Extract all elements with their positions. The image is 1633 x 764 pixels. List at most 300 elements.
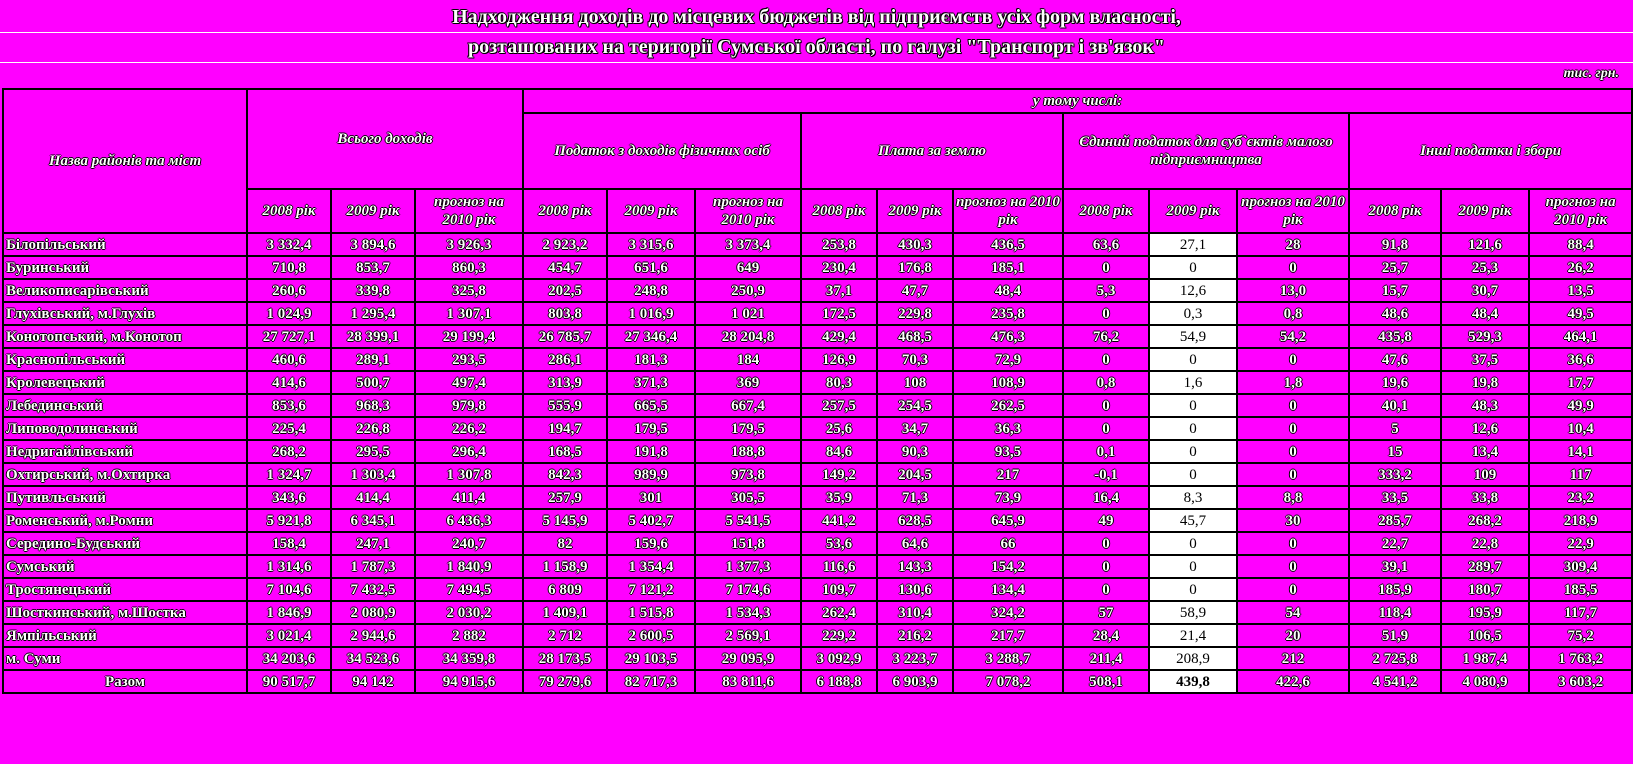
value-cell: 260,6: [247, 279, 331, 302]
value-cell: 66: [953, 532, 1063, 555]
value-cell: 0: [1149, 256, 1237, 279]
header-year-2008: 2008 рік: [523, 189, 607, 233]
header-year-2009: 2009 рік: [607, 189, 695, 233]
value-cell: 1 409,1: [523, 601, 607, 624]
value-cell: 80,3: [801, 371, 877, 394]
table-row: [3, 440, 1632, 463]
value-cell: 19,8: [1441, 371, 1529, 394]
district-name: Глухівський, м.Глухів: [3, 302, 247, 325]
value-cell: 82: [523, 532, 607, 555]
value-cell: 208,9: [1149, 647, 1237, 670]
table-row: [3, 394, 1632, 417]
value-cell: 194,7: [523, 417, 607, 440]
value-cell: 436,5: [953, 233, 1063, 256]
value-cell: 665,5: [607, 394, 695, 417]
value-cell: 48,4: [1441, 302, 1529, 325]
value-cell: 218,9: [1529, 509, 1632, 532]
table-row: [3, 417, 1632, 440]
value-cell: 1 840,9: [415, 555, 523, 578]
table-row: [3, 555, 1632, 578]
value-cell: 158,4: [247, 532, 331, 555]
value-cell: 185,9: [1349, 578, 1441, 601]
value-cell: 296,4: [415, 440, 523, 463]
header-total-income: Всього доходів: [247, 89, 523, 189]
value-cell: 7 432,5: [331, 578, 415, 601]
header-forecast-2010: прогноз на 2010 рік: [695, 189, 801, 233]
value-cell: 168,5: [523, 440, 607, 463]
value-cell: 2 923,2: [523, 233, 607, 256]
header-year-2008: 2008 рік: [247, 189, 331, 233]
value-cell: 48,4: [953, 279, 1063, 302]
value-cell: 343,6: [247, 486, 331, 509]
table-row: [3, 279, 1632, 302]
value-cell: 84,6: [801, 440, 877, 463]
income-table: [2, 88, 1633, 694]
value-cell: 185,1: [953, 256, 1063, 279]
value-cell: 369: [695, 371, 801, 394]
value-cell: 295,5: [331, 440, 415, 463]
value-cell: 7 104,6: [247, 578, 331, 601]
value-cell: 5 921,8: [247, 509, 331, 532]
value-cell: 429,4: [801, 325, 877, 348]
value-cell: 39,1: [1349, 555, 1441, 578]
value-cell: 108: [877, 371, 953, 394]
value-cell: 91,8: [1349, 233, 1441, 256]
value-cell: -0,1: [1063, 463, 1149, 486]
value-cell: 6 345,1: [331, 509, 415, 532]
value-cell: 25,7: [1349, 256, 1441, 279]
value-cell: 268,2: [1441, 509, 1529, 532]
value-cell: 151,8: [695, 532, 801, 555]
value-cell: 94 142: [331, 670, 415, 693]
value-cell: 439,8: [1149, 670, 1237, 693]
value-cell: 5: [1349, 417, 1441, 440]
value-cell: 1 354,4: [607, 555, 695, 578]
value-cell: 460,6: [247, 348, 331, 371]
value-cell: 29 199,4: [415, 325, 523, 348]
value-cell: 324,2: [953, 601, 1063, 624]
value-cell: 1 534,3: [695, 601, 801, 624]
header-row-1: [3, 89, 1632, 113]
value-cell: 645,9: [953, 509, 1063, 532]
value-cell: 27 727,1: [247, 325, 331, 348]
table-row: [3, 624, 1632, 647]
value-cell: 1 763,2: [1529, 647, 1632, 670]
value-cell: 0,3: [1149, 302, 1237, 325]
value-cell: 64,6: [877, 532, 953, 555]
value-cell: 79 279,6: [523, 670, 607, 693]
value-cell: 0: [1063, 302, 1149, 325]
value-cell: 305,5: [695, 486, 801, 509]
district-name: Середино-Будський: [3, 532, 247, 555]
value-cell: 6 188,8: [801, 670, 877, 693]
value-cell: 860,3: [415, 256, 523, 279]
value-cell: 262,5: [953, 394, 1063, 417]
value-cell: 25,3: [1441, 256, 1529, 279]
value-cell: 37,5: [1441, 348, 1529, 371]
value-cell: 211,4: [1063, 647, 1149, 670]
value-cell: 555,9: [523, 394, 607, 417]
value-cell: 1 846,9: [247, 601, 331, 624]
header-year-2009: 2009 рік: [1441, 189, 1529, 233]
value-cell: 5 541,5: [695, 509, 801, 532]
value-cell: 842,3: [523, 463, 607, 486]
value-cell: 468,5: [877, 325, 953, 348]
district-name: Недригайлівський: [3, 440, 247, 463]
value-cell: 414,6: [247, 371, 331, 394]
value-cell: 48,6: [1349, 302, 1441, 325]
value-cell: 286,1: [523, 348, 607, 371]
header-year-2009: 2009 рік: [877, 189, 953, 233]
value-cell: 1 295,4: [331, 302, 415, 325]
value-cell: 230,4: [801, 256, 877, 279]
value-cell: 0: [1149, 578, 1237, 601]
value-cell: 34,7: [877, 417, 953, 440]
value-cell: 53,6: [801, 532, 877, 555]
value-cell: 0: [1149, 555, 1237, 578]
value-cell: 27,1: [1149, 233, 1237, 256]
value-cell: 179,5: [695, 417, 801, 440]
value-cell: 3 315,6: [607, 233, 695, 256]
value-cell: 1 324,7: [247, 463, 331, 486]
value-cell: 71,3: [877, 486, 953, 509]
value-cell: 2 712: [523, 624, 607, 647]
value-cell: 217: [953, 463, 1063, 486]
value-cell: 301: [607, 486, 695, 509]
value-cell: 94 915,6: [415, 670, 523, 693]
total-label: Разом: [3, 670, 247, 693]
value-cell: 0: [1149, 348, 1237, 371]
value-cell: 7 494,5: [415, 578, 523, 601]
value-cell: 435,8: [1349, 325, 1441, 348]
district-name: Шосткинський, м.Шостка: [3, 601, 247, 624]
value-cell: 83 811,6: [695, 670, 801, 693]
value-cell: 853,7: [331, 256, 415, 279]
units-label: тис. грн.: [1563, 66, 1619, 81]
value-cell: 0: [1063, 394, 1149, 417]
value-cell: 5 145,9: [523, 509, 607, 532]
value-cell: 49: [1063, 509, 1149, 532]
value-cell: 159,6: [607, 532, 695, 555]
value-cell: 13,0: [1237, 279, 1349, 302]
district-name: Тростянецький: [3, 578, 247, 601]
value-cell: 143,3: [877, 555, 953, 578]
value-cell: 454,7: [523, 256, 607, 279]
value-cell: 0: [1149, 440, 1237, 463]
value-cell: 5 402,7: [607, 509, 695, 532]
value-cell: 1 515,8: [607, 601, 695, 624]
value-cell: 414,4: [331, 486, 415, 509]
value-cell: 1 314,6: [247, 555, 331, 578]
value-cell: 0: [1237, 256, 1349, 279]
value-cell: 30: [1237, 509, 1349, 532]
header-other: Інші податки і збори: [1349, 113, 1632, 189]
value-cell: 25,6: [801, 417, 877, 440]
value-cell: 293,5: [415, 348, 523, 371]
value-cell: 979,8: [415, 394, 523, 417]
value-cell: 191,8: [607, 440, 695, 463]
title-line-2: розташованих на території Сумської області, по галузі "Транспорт і зв'язок": [0, 32, 1633, 63]
value-cell: 235,8: [953, 302, 1063, 325]
header-forecast-2010: прогноз на 2010 рік: [1237, 189, 1349, 233]
value-cell: 973,8: [695, 463, 801, 486]
value-cell: 36,6: [1529, 348, 1632, 371]
value-cell: 411,4: [415, 486, 523, 509]
value-cell: 202,5: [523, 279, 607, 302]
value-cell: 254,5: [877, 394, 953, 417]
value-cell: 188,8: [695, 440, 801, 463]
value-cell: 93,5: [953, 440, 1063, 463]
value-cell: 108,9: [953, 371, 1063, 394]
value-cell: 464,1: [1529, 325, 1632, 348]
value-cell: 651,6: [607, 256, 695, 279]
header-land: Плата за землю: [801, 113, 1063, 189]
value-cell: 3 926,3: [415, 233, 523, 256]
value-cell: 422,6: [1237, 670, 1349, 693]
value-cell: 34 203,6: [247, 647, 331, 670]
district-name: Путивльський: [3, 486, 247, 509]
value-cell: 441,2: [801, 509, 877, 532]
table-row: [3, 233, 1632, 256]
value-cell: 3 092,9: [801, 647, 877, 670]
value-cell: 180,7: [1441, 578, 1529, 601]
value-cell: 35,9: [801, 486, 877, 509]
value-cell: 179,5: [607, 417, 695, 440]
value-cell: 508,1: [1063, 670, 1149, 693]
value-cell: 667,4: [695, 394, 801, 417]
value-cell: 289,1: [331, 348, 415, 371]
value-cell: 6 809: [523, 578, 607, 601]
value-cell: 217,7: [953, 624, 1063, 647]
value-cell: 154,2: [953, 555, 1063, 578]
district-name: Буринський: [3, 256, 247, 279]
value-cell: 15,7: [1349, 279, 1441, 302]
value-cell: 2 600,5: [607, 624, 695, 647]
header-forecast-2010: прогноз на 2010 рік: [1529, 189, 1632, 233]
value-cell: 240,7: [415, 532, 523, 555]
value-cell: 19,6: [1349, 371, 1441, 394]
district-name: Краснопільський: [3, 348, 247, 371]
value-cell: 23,2: [1529, 486, 1632, 509]
value-cell: 989,9: [607, 463, 695, 486]
value-cell: 185,5: [1529, 578, 1632, 601]
header-year-2008: 2008 рік: [1063, 189, 1149, 233]
value-cell: 3 021,4: [247, 624, 331, 647]
value-cell: 33,5: [1349, 486, 1441, 509]
value-cell: 0: [1237, 440, 1349, 463]
value-cell: 2 725,8: [1349, 647, 1441, 670]
value-cell: 70,3: [877, 348, 953, 371]
value-cell: 26,2: [1529, 256, 1632, 279]
value-cell: 226,8: [331, 417, 415, 440]
value-cell: 36,3: [953, 417, 1063, 440]
district-name: Охтирський, м.Охтирка: [3, 463, 247, 486]
value-cell: 285,7: [1349, 509, 1441, 532]
value-cell: 0: [1149, 394, 1237, 417]
value-cell: 1 021: [695, 302, 801, 325]
value-cell: 45,7: [1149, 509, 1237, 532]
value-cell: 3 373,4: [695, 233, 801, 256]
value-cell: 10,4: [1529, 417, 1632, 440]
value-cell: 20: [1237, 624, 1349, 647]
value-cell: 12,6: [1441, 417, 1529, 440]
value-cell: 1 016,9: [607, 302, 695, 325]
value-cell: 262,4: [801, 601, 877, 624]
table-row: [3, 578, 1632, 601]
value-cell: 7 174,6: [695, 578, 801, 601]
value-cell: 2 882: [415, 624, 523, 647]
value-cell: 4 541,2: [1349, 670, 1441, 693]
header-single-tax: Єдиний податок для суб`єктів малого підприємництва: [1063, 113, 1349, 189]
value-cell: 257,9: [523, 486, 607, 509]
value-cell: 63,6: [1063, 233, 1149, 256]
value-cell: 90 517,7: [247, 670, 331, 693]
value-cell: 1 307,1: [415, 302, 523, 325]
value-cell: 195,9: [1441, 601, 1529, 624]
value-cell: 3 332,4: [247, 233, 331, 256]
value-cell: 116,6: [801, 555, 877, 578]
value-cell: 216,2: [877, 624, 953, 647]
value-cell: 250,9: [695, 279, 801, 302]
value-cell: 22,9: [1529, 532, 1632, 555]
value-cell: 106,5: [1441, 624, 1529, 647]
value-cell: 2 944,6: [331, 624, 415, 647]
header-forecast-2010: прогноз на 2010 рік: [953, 189, 1063, 233]
district-name: Роменський, м.Ромни: [3, 509, 247, 532]
value-cell: 14,1: [1529, 440, 1632, 463]
value-cell: 248,8: [607, 279, 695, 302]
header-including: у тому числі:: [523, 89, 1632, 113]
value-cell: 57: [1063, 601, 1149, 624]
value-cell: 229,2: [801, 624, 877, 647]
value-cell: 0: [1149, 417, 1237, 440]
table-row: [3, 509, 1632, 532]
value-cell: 172,5: [801, 302, 877, 325]
value-cell: 225,4: [247, 417, 331, 440]
value-cell: 29 095,9: [695, 647, 801, 670]
value-cell: 226,2: [415, 417, 523, 440]
value-cell: 333,2: [1349, 463, 1441, 486]
header-forecast-2010: прогноз на 2010 рік: [415, 189, 523, 233]
value-cell: 2 030,2: [415, 601, 523, 624]
value-cell: 58,9: [1149, 601, 1237, 624]
value-cell: 309,4: [1529, 555, 1632, 578]
value-cell: 28: [1237, 233, 1349, 256]
district-name: Сумський: [3, 555, 247, 578]
value-cell: 500,7: [331, 371, 415, 394]
table-row: [3, 302, 1632, 325]
value-cell: 109: [1441, 463, 1529, 486]
value-cell: 3 223,7: [877, 647, 953, 670]
value-cell: 16,4: [1063, 486, 1149, 509]
value-cell: 76,2: [1063, 325, 1149, 348]
value-cell: 28 204,8: [695, 325, 801, 348]
value-cell: 33,8: [1441, 486, 1529, 509]
value-cell: 3 603,2: [1529, 670, 1632, 693]
value-cell: 0: [1237, 532, 1349, 555]
value-cell: 2 569,1: [695, 624, 801, 647]
value-cell: 12,6: [1149, 279, 1237, 302]
value-cell: 48,3: [1441, 394, 1529, 417]
value-cell: 54,2: [1237, 325, 1349, 348]
value-cell: 176,8: [877, 256, 953, 279]
district-name: Білопільський: [3, 233, 247, 256]
value-cell: 37,1: [801, 279, 877, 302]
district-name: Лебединський: [3, 394, 247, 417]
value-cell: 6 903,9: [877, 670, 953, 693]
value-cell: 497,4: [415, 371, 523, 394]
value-cell: 0: [1237, 555, 1349, 578]
value-cell: 2 080,9: [331, 601, 415, 624]
value-cell: 21,4: [1149, 624, 1237, 647]
district-name: Липоводолинський: [3, 417, 247, 440]
value-cell: 0: [1237, 348, 1349, 371]
value-cell: 34 359,8: [415, 647, 523, 670]
value-cell: 5,3: [1063, 279, 1149, 302]
value-cell: 371,3: [607, 371, 695, 394]
header-year-2009: 2009 рік: [331, 189, 415, 233]
district-name: м. Суми: [3, 647, 247, 670]
district-name: Конотопський, м.Конотоп: [3, 325, 247, 348]
value-cell: 8,3: [1149, 486, 1237, 509]
value-cell: 181,3: [607, 348, 695, 371]
value-cell: 1 024,9: [247, 302, 331, 325]
value-cell: 325,8: [415, 279, 523, 302]
value-cell: 47,6: [1349, 348, 1441, 371]
value-cell: 1,8: [1237, 371, 1349, 394]
value-cell: 313,9: [523, 371, 607, 394]
value-cell: 109,7: [801, 578, 877, 601]
header-year-2009: 2009 рік: [1149, 189, 1237, 233]
value-cell: 34 523,6: [331, 647, 415, 670]
table-row: [3, 325, 1632, 348]
value-cell: 1 158,9: [523, 555, 607, 578]
value-cell: 75,2: [1529, 624, 1632, 647]
value-cell: 7 121,2: [607, 578, 695, 601]
table-row: [3, 647, 1632, 670]
value-cell: 22,8: [1441, 532, 1529, 555]
value-cell: 117,7: [1529, 601, 1632, 624]
value-cell: 853,6: [247, 394, 331, 417]
value-cell: 0: [1237, 417, 1349, 440]
value-cell: 30,7: [1441, 279, 1529, 302]
value-cell: 628,5: [877, 509, 953, 532]
value-cell: 72,9: [953, 348, 1063, 371]
value-cell: 126,9: [801, 348, 877, 371]
value-cell: 8,8: [1237, 486, 1349, 509]
value-cell: 204,5: [877, 463, 953, 486]
header-year-2008: 2008 рік: [1349, 189, 1441, 233]
title-line-1: Надходження доходів до місцевих бюджетів від підприємств усіх форм власності,: [0, 2, 1633, 33]
district-name: Кролевецький: [3, 371, 247, 394]
value-cell: 253,8: [801, 233, 877, 256]
value-cell: 1 787,3: [331, 555, 415, 578]
value-cell: 3 894,6: [331, 233, 415, 256]
value-cell: 0: [1237, 578, 1349, 601]
value-cell: 134,4: [953, 578, 1063, 601]
value-cell: 51,9: [1349, 624, 1441, 647]
header-row-years: [3, 189, 1632, 233]
district-name: Великописарівський: [3, 279, 247, 302]
value-cell: 7 078,2: [953, 670, 1063, 693]
value-cell: 26 785,7: [523, 325, 607, 348]
value-cell: 28,4: [1063, 624, 1149, 647]
value-cell: 968,3: [331, 394, 415, 417]
value-cell: 4 080,9: [1441, 670, 1529, 693]
value-cell: 54,9: [1149, 325, 1237, 348]
value-cell: 476,3: [953, 325, 1063, 348]
total-row: [3, 670, 1632, 693]
